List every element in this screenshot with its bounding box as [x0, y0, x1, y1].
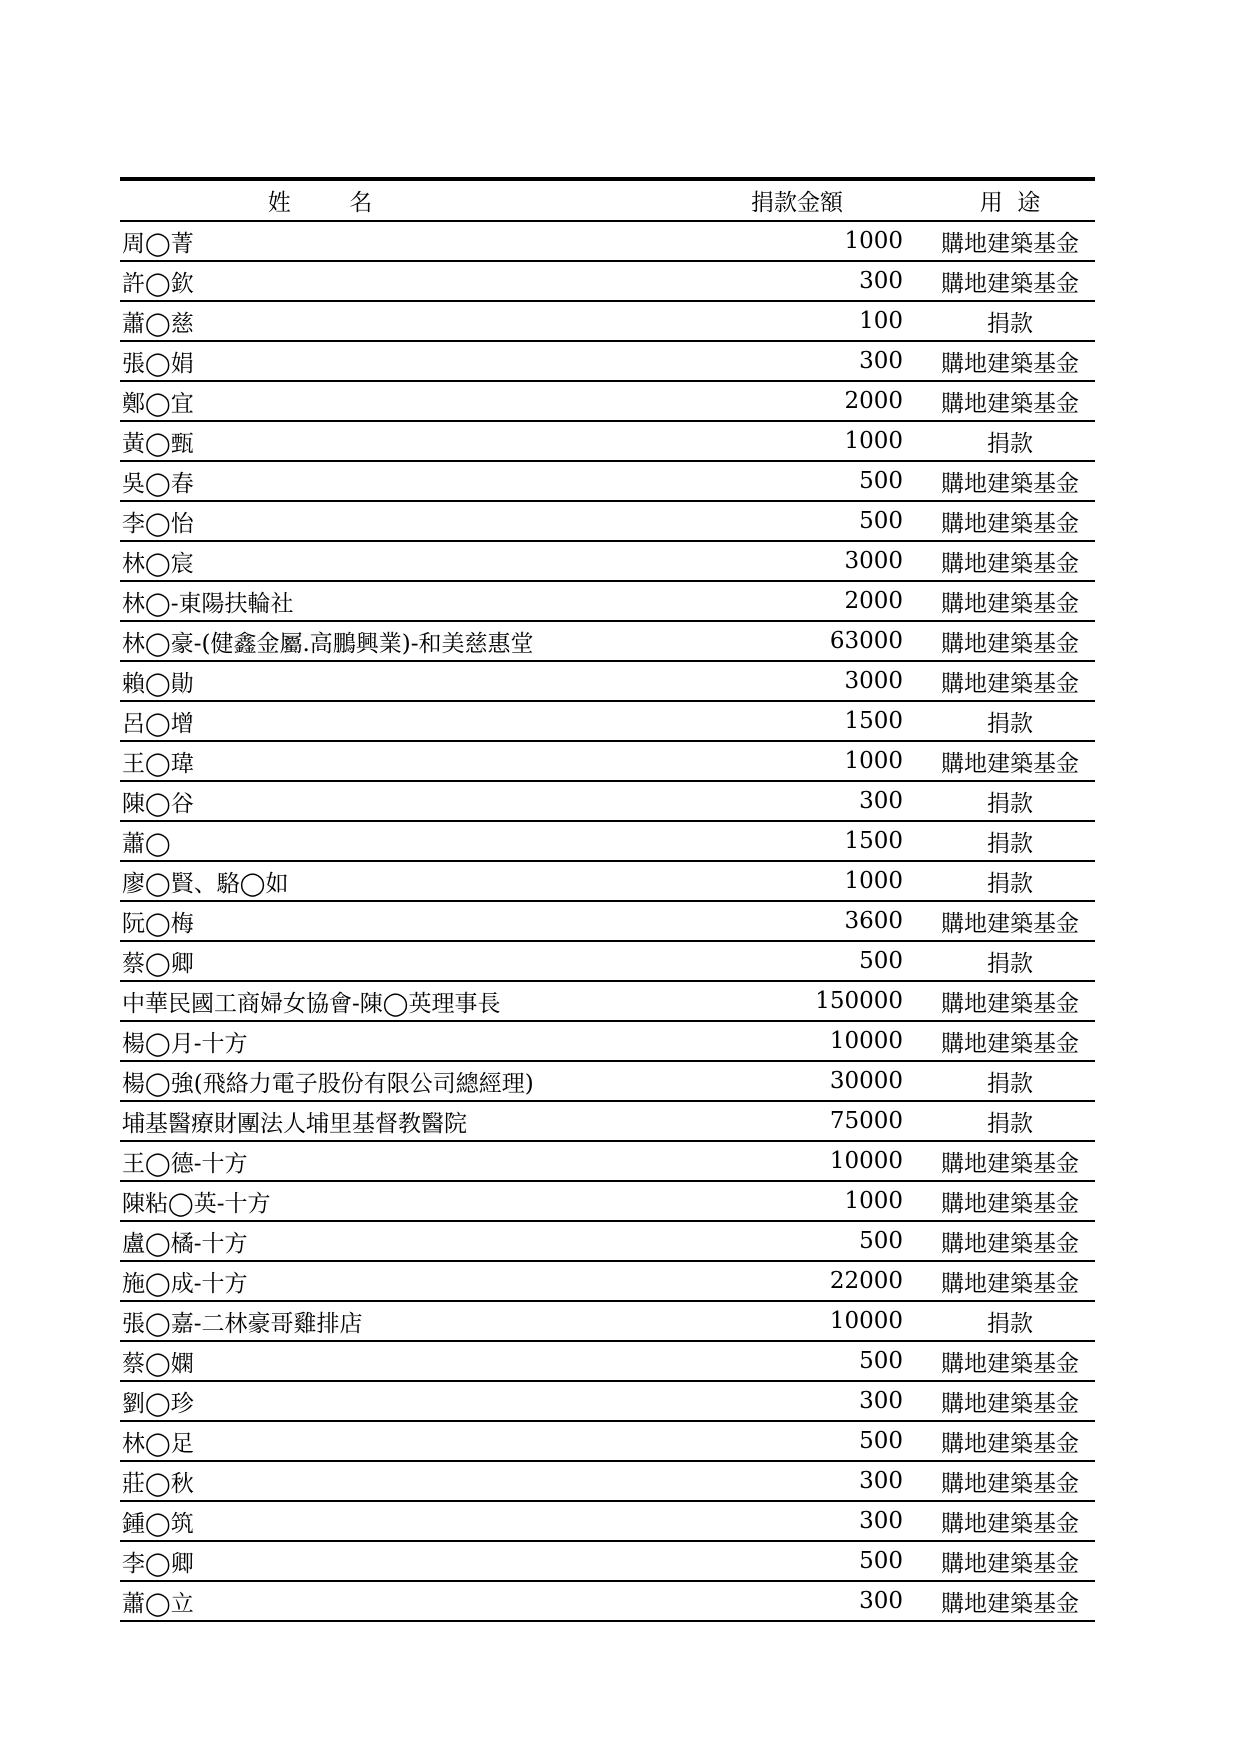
donation-amount-cell: 10000: [640, 1021, 925, 1061]
donation-purpose-cell: 購地建築基金: [925, 1021, 1095, 1061]
donation-amount-cell: 500: [640, 461, 925, 501]
donation-amount-cell: 300: [640, 341, 925, 381]
table-row: [120, 1541, 1095, 1581]
donor-name-cell: 李◯卿: [120, 1541, 640, 1581]
donation-amount-cell: 1000: [640, 861, 925, 901]
table-row: [120, 981, 1095, 1021]
donor-name-cell: 林◯足: [120, 1421, 640, 1461]
table-row: [120, 781, 1095, 821]
donation-purpose-cell: 購地建築基金: [925, 221, 1095, 261]
donation-purpose-cell: 捐款: [925, 781, 1095, 821]
donor-name-cell: 李◯怡: [120, 501, 640, 541]
donation-purpose-cell: 捐款: [925, 1101, 1095, 1141]
table-row: [120, 701, 1095, 741]
table-row: [120, 821, 1095, 861]
donor-name-cell: 蔡◯嫻: [120, 1341, 640, 1381]
table-header: [120, 179, 1095, 221]
donation-amount-cell: 500: [640, 1421, 925, 1461]
table-row: [120, 1221, 1095, 1261]
donation-purpose-cell: 購地建築基金: [925, 741, 1095, 781]
donor-name-cell: 楊◯強(飛絡力電子股份有限公司總經理): [120, 1061, 640, 1101]
table-row: [120, 1261, 1095, 1301]
table-row: [120, 661, 1095, 701]
donation-amount-cell: 3600: [640, 901, 925, 941]
donation-purpose-cell: 購地建築基金: [925, 501, 1095, 541]
table-row: [120, 621, 1095, 661]
donation-amount-cell: 22000: [640, 1261, 925, 1301]
donor-name-cell: 埔基醫療財團法人埔里基督教醫院: [120, 1101, 640, 1141]
donor-name-cell: 王◯瑋: [120, 741, 640, 781]
table-row: [120, 581, 1095, 621]
donation-purpose-cell: 購地建築基金: [925, 1181, 1095, 1221]
table-row: [120, 901, 1095, 941]
donation-amount-cell: 2000: [640, 581, 925, 621]
donor-name-cell: 阮◯梅: [120, 901, 640, 941]
table-row: [120, 541, 1095, 581]
table-row: [120, 341, 1095, 381]
donation-amount-cell: 300: [640, 1501, 925, 1541]
donation-purpose-cell: 捐款: [925, 861, 1095, 901]
donation-amount-cell: 500: [640, 1541, 925, 1581]
donor-name-cell: 陳粘◯英-十方: [120, 1181, 640, 1221]
table-row: [120, 741, 1095, 781]
donation-purpose-cell: 購地建築基金: [925, 1221, 1095, 1261]
donation-amount-cell: 2000: [640, 381, 925, 421]
donation-purpose-cell: 購地建築基金: [925, 1261, 1095, 1301]
donation-amount-cell: 100: [640, 301, 925, 341]
donation-amount-cell: 300: [640, 1461, 925, 1501]
donor-name-cell: 莊◯秋: [120, 1461, 640, 1501]
donation-purpose-cell: 購地建築基金: [925, 381, 1095, 421]
donation-purpose-cell: 購地建築基金: [925, 981, 1095, 1021]
donation-purpose-cell: 購地建築基金: [925, 341, 1095, 381]
table-row: [120, 261, 1095, 301]
donor-name-cell: 林◯宸: [120, 541, 640, 581]
donation-purpose-cell: 購地建築基金: [925, 541, 1095, 581]
donor-name-cell: 張◯嘉-二林豪哥雞排店: [120, 1301, 640, 1341]
donation-amount-cell: 1000: [640, 221, 925, 261]
donation-amount-cell: 1500: [640, 701, 925, 741]
donation-purpose-cell: 捐款: [925, 301, 1095, 341]
table-row: [120, 1581, 1095, 1621]
donation-sheet: [120, 177, 1095, 1622]
donor-name-cell: 周◯菁: [120, 221, 640, 261]
donation-purpose-cell: 捐款: [925, 1061, 1095, 1101]
table-row: [120, 861, 1095, 901]
table-row: [120, 501, 1095, 541]
donation-amount-cell: 75000: [640, 1101, 925, 1141]
donor-name-cell: 許◯欽: [120, 261, 640, 301]
donation-amount-cell: 300: [640, 1581, 925, 1621]
donation-purpose-cell: 購地建築基金: [925, 261, 1095, 301]
table-row: [120, 381, 1095, 421]
donor-name-cell: 廖◯賢、駱◯如: [120, 861, 640, 901]
table-row: [120, 941, 1095, 981]
donation-amount-cell: 300: [640, 1381, 925, 1421]
header-name: 姓 名: [120, 179, 640, 221]
donor-name-cell: 呂◯增: [120, 701, 640, 741]
table-row: [120, 1341, 1095, 1381]
table-row: [120, 1141, 1095, 1181]
donation-purpose-cell: 購地建築基金: [925, 621, 1095, 661]
table-row: [120, 1461, 1095, 1501]
donor-name-cell: 劉◯珍: [120, 1381, 640, 1421]
donation-purpose-cell: 捐款: [925, 1301, 1095, 1341]
donor-name-cell: 鍾◯筑: [120, 1501, 640, 1541]
donor-name-cell: 蕭◯立: [120, 1581, 640, 1621]
table-row: [120, 1101, 1095, 1141]
table-row: [120, 1301, 1095, 1341]
donor-name-cell: 蕭◯慈: [120, 301, 640, 341]
donor-name-cell: 蕭◯: [120, 821, 640, 861]
donation-amount-cell: 1500: [640, 821, 925, 861]
donation-amount-cell: 1000: [640, 421, 925, 461]
donor-name-cell: 陳◯谷: [120, 781, 640, 821]
table-row: [120, 1501, 1095, 1541]
donation-amount-cell: 300: [640, 781, 925, 821]
donation-amount-cell: 1000: [640, 1181, 925, 1221]
donation-table: [120, 177, 1095, 1622]
donor-name-cell: 賴◯勛: [120, 661, 640, 701]
donation-purpose-cell: 捐款: [925, 421, 1095, 461]
donation-purpose-cell: 購地建築基金: [925, 1381, 1095, 1421]
donation-purpose-cell: 購地建築基金: [925, 661, 1095, 701]
donation-purpose-cell: 捐款: [925, 941, 1095, 981]
table-row: [120, 1421, 1095, 1461]
donor-name-cell: 盧◯橘-十方: [120, 1221, 640, 1261]
donor-name-cell: 中華民國工商婦女協會-陳◯英理事長: [120, 981, 640, 1021]
donation-amount-cell: 10000: [640, 1141, 925, 1181]
donation-purpose-cell: 捐款: [925, 821, 1095, 861]
table-row: [120, 461, 1095, 501]
table-row: [120, 1381, 1095, 1421]
donation-purpose-cell: 購地建築基金: [925, 1461, 1095, 1501]
donation-purpose-cell: 購地建築基金: [925, 461, 1095, 501]
donor-name-cell: 黃◯甄: [120, 421, 640, 461]
table-body: [120, 221, 1095, 1621]
donation-purpose-cell: 購地建築基金: [925, 1541, 1095, 1581]
donor-name-cell: 鄭◯宜: [120, 381, 640, 421]
donation-purpose-cell: 購地建築基金: [925, 1141, 1095, 1181]
donation-amount-cell: 500: [640, 1341, 925, 1381]
donor-name-cell: 林◯豪-(健鑫金屬.高鵬興業)-和美慈惠堂: [120, 621, 640, 661]
table-row: [120, 221, 1095, 261]
donation-amount-cell: 150000: [640, 981, 925, 1021]
donation-amount-cell: 1000: [640, 741, 925, 781]
donation-amount-cell: 300: [640, 261, 925, 301]
donation-purpose-cell: 購地建築基金: [925, 1421, 1095, 1461]
donation-amount-cell: 3000: [640, 541, 925, 581]
header-row: [120, 179, 1095, 221]
table-row: [120, 1061, 1095, 1101]
header-purpose: 用 途: [925, 179, 1095, 221]
donation-amount-cell: 63000: [640, 621, 925, 661]
table-row: [120, 1021, 1095, 1061]
donation-amount-cell: 500: [640, 1221, 925, 1261]
donor-name-cell: 林◯-東陽扶輪社: [120, 581, 640, 621]
donation-purpose-cell: 購地建築基金: [925, 1581, 1095, 1621]
table-row: [120, 421, 1095, 461]
donation-amount-cell: 3000: [640, 661, 925, 701]
header-amount: 捐款金額: [640, 179, 925, 221]
donor-name-cell: 蔡◯卿: [120, 941, 640, 981]
donation-purpose-cell: 購地建築基金: [925, 1501, 1095, 1541]
donor-name-cell: 楊◯月-十方: [120, 1021, 640, 1061]
donor-name-cell: 王◯德-十方: [120, 1141, 640, 1181]
table-row: [120, 1181, 1095, 1221]
donation-purpose-cell: 購地建築基金: [925, 1341, 1095, 1381]
donation-amount-cell: 30000: [640, 1061, 925, 1101]
donor-name-cell: 施◯成-十方: [120, 1261, 640, 1301]
donation-amount-cell: 500: [640, 941, 925, 981]
table-row: [120, 301, 1095, 341]
donor-name-cell: 吳◯春: [120, 461, 640, 501]
donation-purpose-cell: 購地建築基金: [925, 901, 1095, 941]
donation-purpose-cell: 購地建築基金: [925, 581, 1095, 621]
donation-amount-cell: 500: [640, 501, 925, 541]
donation-amount-cell: 10000: [640, 1301, 925, 1341]
donation-purpose-cell: 捐款: [925, 701, 1095, 741]
donor-name-cell: 張◯娟: [120, 341, 640, 381]
